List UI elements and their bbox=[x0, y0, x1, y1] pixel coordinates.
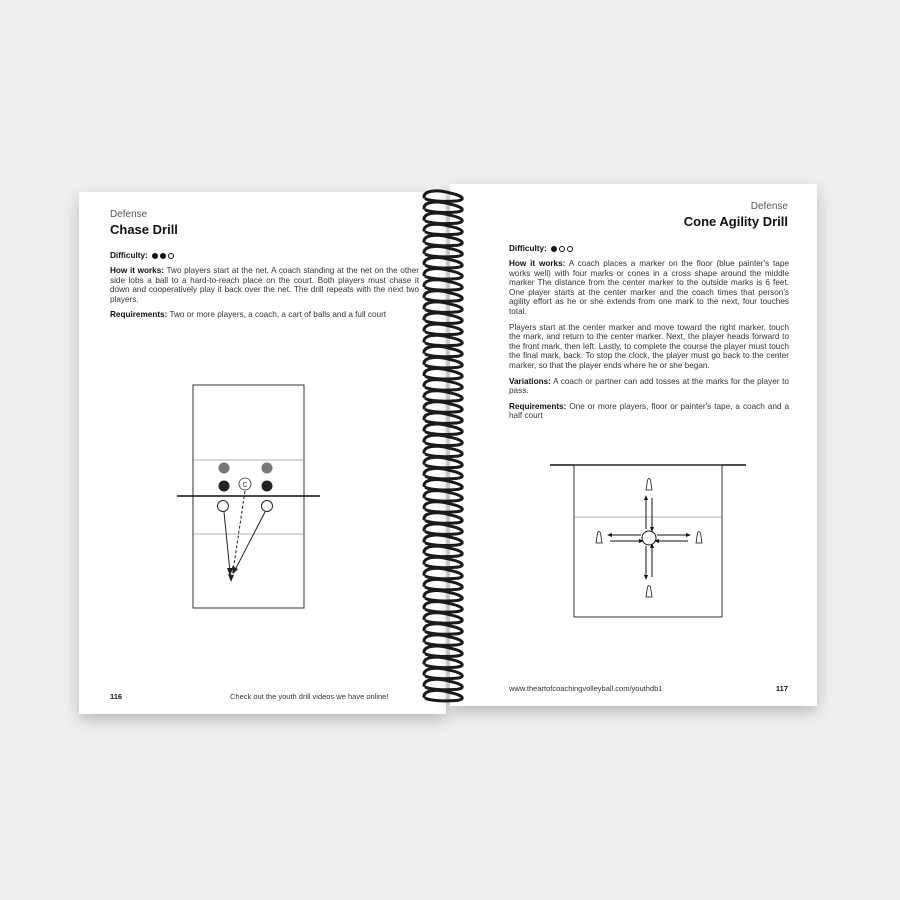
spiral-coil bbox=[424, 568, 462, 578]
arrowhead bbox=[607, 533, 612, 537]
spiral-coil bbox=[424, 280, 462, 290]
player-path-arrow bbox=[224, 512, 230, 572]
player-path-arrow bbox=[235, 512, 265, 570]
spiral-coil bbox=[424, 324, 462, 334]
spiral-coil bbox=[424, 546, 462, 556]
player-open bbox=[262, 501, 273, 512]
spiral-coil bbox=[424, 291, 462, 301]
spiral-coil bbox=[424, 579, 462, 589]
spiral-coil bbox=[424, 635, 462, 645]
variations-paragraph bbox=[509, 377, 789, 396]
spiral-coil bbox=[424, 557, 462, 567]
how-it-works-text: A coach places a marker on the floor (blue painter's tape works well) with four marks or cones in a cross shape around the middle marker The distance from the center marker to the outside marks is 6 feet. One player starts at the center marker and the coach times that person's agility effort as he or she extends from one mark to the next, four touches total. bbox=[509, 259, 789, 316]
spiral-coil bbox=[424, 468, 462, 478]
spiral-coil bbox=[424, 335, 462, 345]
arrowhead bbox=[644, 575, 648, 580]
spiral-coil bbox=[424, 491, 462, 501]
spiral-coil bbox=[424, 446, 462, 456]
footer-url: www.theartofcoachingvolleyball.com/youthdb1 bbox=[509, 684, 663, 693]
page-number: 116 bbox=[110, 692, 123, 701]
spiral-coil bbox=[424, 369, 462, 379]
spiral-coil bbox=[424, 258, 462, 268]
left-page bbox=[79, 192, 446, 714]
section-label: Defense bbox=[750, 201, 788, 212]
player-gray bbox=[219, 463, 230, 474]
spiral-coil bbox=[424, 480, 462, 490]
difficulty-dot-filled bbox=[160, 253, 166, 259]
spiral-coil bbox=[424, 502, 462, 512]
drill-title: Chase Drill bbox=[110, 222, 178, 237]
spiral-coil bbox=[424, 235, 462, 245]
spiral-coil bbox=[424, 602, 462, 612]
spiral-coil bbox=[424, 424, 462, 434]
spiral-coil bbox=[424, 357, 462, 367]
spiral-coil bbox=[424, 668, 462, 678]
spiral-coil bbox=[424, 413, 462, 423]
requirements-label: Requirements: bbox=[110, 310, 168, 320]
cone-icon bbox=[596, 532, 602, 544]
instructions-paragraph: Players start at the center marker and move toward the right marker, touch the mark, and return to the center marker. Next, the player heads forward to the front mark, then left. Lastly, to complete the course the player must touch the final mark, back. To stop the clock, the player must go back to the center marker, so that the player ends where he or she began. bbox=[509, 322, 789, 370]
spiral-coil bbox=[424, 513, 462, 523]
player-open bbox=[218, 501, 229, 512]
requirements-paragraph bbox=[509, 402, 789, 421]
spiral-coil bbox=[424, 224, 462, 234]
ball-path-dashed bbox=[232, 491, 245, 578]
drill-description bbox=[509, 259, 789, 427]
spiral-coil bbox=[424, 690, 462, 700]
how-it-works-paragraph bbox=[509, 259, 789, 317]
center-marker bbox=[642, 531, 656, 545]
difficulty-dot-empty bbox=[567, 246, 573, 252]
arrowhead bbox=[228, 574, 234, 582]
how-it-works-paragraph bbox=[110, 266, 419, 304]
spiral-coil bbox=[424, 269, 462, 279]
requirements-label: Requirements: bbox=[509, 401, 567, 411]
right-page bbox=[450, 184, 817, 706]
how-it-works-label: How it works: bbox=[509, 259, 566, 268]
spiral-coil bbox=[424, 613, 462, 623]
variations-text: A coach or partner can add tosses at the marks for the player to pass. bbox=[509, 376, 789, 396]
player-gray bbox=[262, 463, 273, 474]
player-dark bbox=[262, 481, 273, 492]
spiral-coil bbox=[424, 380, 462, 390]
spiral-binding bbox=[420, 186, 470, 706]
spiral-coil bbox=[424, 624, 462, 634]
spiral-coil bbox=[424, 457, 462, 467]
cone-icon bbox=[646, 586, 652, 598]
drill-title: Cone Agility Drill bbox=[683, 214, 788, 229]
footer-text: Check out the youth drill videos we have online! bbox=[230, 692, 389, 701]
spiral-coil bbox=[424, 402, 462, 412]
spiral-coil bbox=[424, 524, 462, 534]
cone-agility-diagram bbox=[548, 460, 750, 620]
spiral-coil bbox=[424, 191, 462, 201]
spiral-coil bbox=[424, 302, 462, 312]
difficulty-row bbox=[110, 251, 174, 260]
spiral-coil bbox=[424, 535, 462, 545]
page-number: 117 bbox=[775, 684, 788, 693]
spiral-coil bbox=[424, 213, 462, 223]
spiral-coil bbox=[424, 246, 462, 256]
spiral-coil bbox=[424, 391, 462, 401]
how-it-works-text: Two players start at the net. A coach standing at the net on the other side lobs a ball to a hard-to-reach place on the court. Both players must chase it down and cooperatively play it back over the net. The drill repeats with the next two players. bbox=[110, 266, 419, 304]
spiral-coil bbox=[424, 313, 462, 323]
cone-icon bbox=[646, 479, 652, 491]
spiral-coil bbox=[424, 657, 462, 667]
spiral-coil bbox=[424, 646, 462, 656]
requirements-text: Two or more players, a coach, a cart of balls and a full court bbox=[169, 310, 387, 320]
difficulty-dot-filled bbox=[551, 246, 557, 252]
spiral-coil bbox=[424, 679, 462, 689]
arrowhead bbox=[686, 533, 691, 537]
difficulty-label: Difficulty: bbox=[509, 244, 547, 253]
variations-label: Variations: bbox=[509, 376, 551, 386]
chase-drill-diagram bbox=[175, 382, 323, 612]
difficulty-dot-empty bbox=[559, 246, 565, 252]
spiral-coil bbox=[424, 202, 462, 212]
requirements-paragraph bbox=[110, 310, 419, 320]
arrowhead bbox=[644, 495, 648, 500]
difficulty-row bbox=[509, 244, 573, 253]
spiral-coil bbox=[424, 591, 462, 601]
how-it-works-label: How it works: bbox=[110, 266, 164, 275]
section-label: Defense bbox=[110, 209, 148, 220]
drill-description bbox=[110, 266, 419, 326]
cone-icon bbox=[696, 532, 702, 544]
difficulty-dot-filled bbox=[152, 253, 158, 259]
spiral-coil bbox=[424, 435, 462, 445]
requirements-text: One or more players, floor or painter's tape, a coach and a half court bbox=[509, 401, 790, 421]
difficulty-dot-empty bbox=[168, 253, 174, 259]
spiral-coil bbox=[424, 346, 462, 356]
coach-label: C bbox=[242, 482, 248, 489]
player-dark bbox=[219, 481, 230, 492]
difficulty-label: Difficulty: bbox=[110, 251, 148, 260]
